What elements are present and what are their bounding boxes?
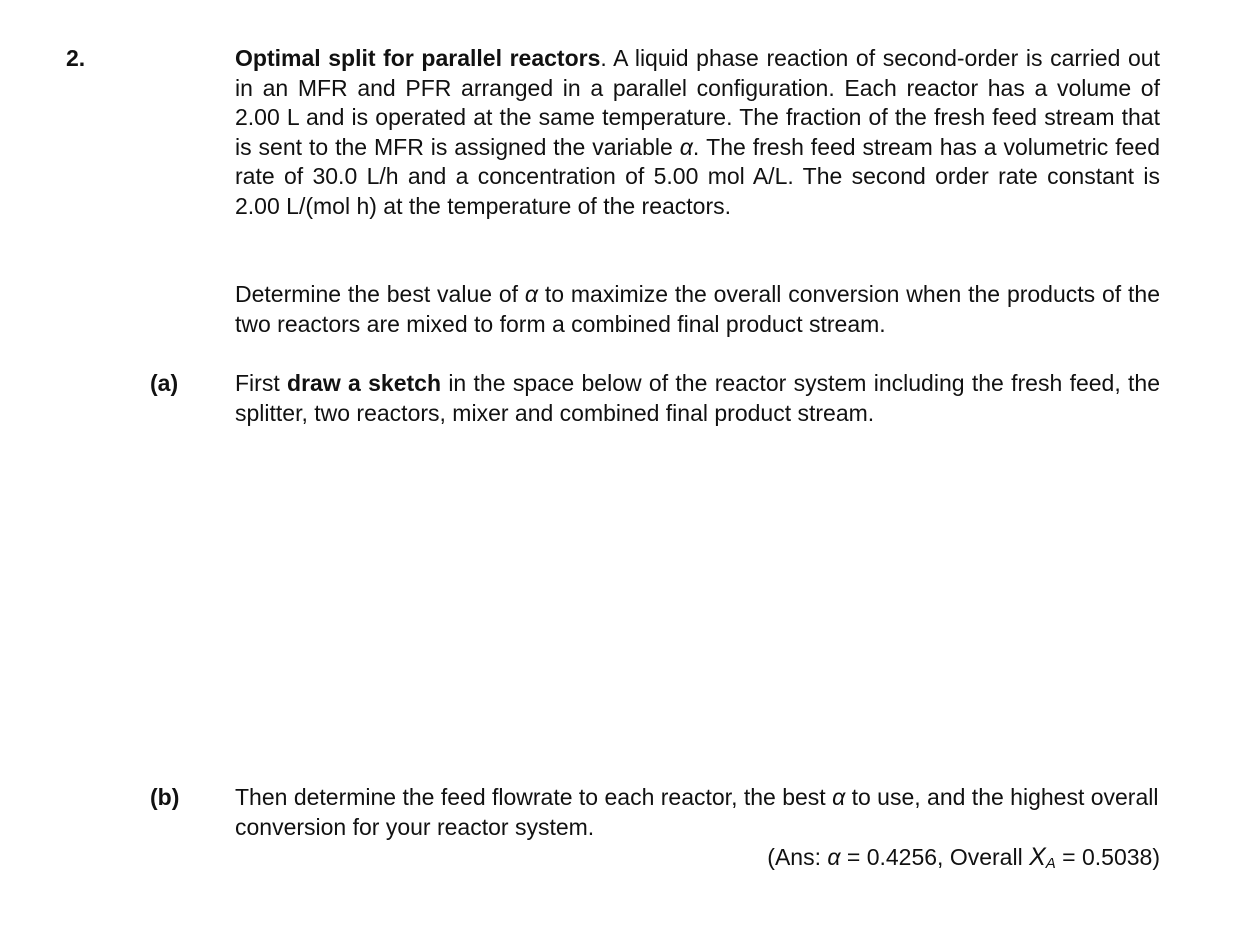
problem-intro-text-2: . The fresh feed stream has a volumetric feed rate of 30.0 L/h and a concentration of 5.00 mol A/L. The second order rate constant is 2.00 L/(mol h) at the temperature of the reactors. [235,133,1160,219]
task-text-2: to maximize the overall conversion when the products of the two reactors are mixed to form a combined final product stream. [235,281,1160,337]
part-a-bold-text: draw a sketch [287,370,442,396]
part-b-text [235,783,1160,842]
alpha-symbol: α [679,133,693,160]
alpha-symbol: α [832,784,846,810]
answer-prefix: (Ans: [767,844,828,870]
task-text-1: Determine the best value of [235,281,525,307]
part-b-label: (b) [150,784,180,810]
alpha-symbol: α [524,281,539,307]
problem-title: Optimal split for parallel reactors [235,45,601,71]
part-a-text-1: First [235,370,288,396]
problem-title-period: . [600,45,607,71]
problem-task [235,280,1160,339]
part-b-text-2: to use, and the highest overall conversion for your reactor system. [235,784,1159,840]
part-a-label: (a) [150,370,179,396]
sketch-area[interactable] [235,440,1160,770]
part-a-text-2: in the space below of the reactor system including the fresh feed, the splitter, two reactors, mixer and combined final product stream. [235,370,1161,426]
xa-symbol: X [1029,843,1046,871]
question-number: 2. [66,45,86,71]
answer-xa-value: = 0.5038) [1055,844,1160,870]
xa-subscript: A [1045,855,1056,872]
answer-alpha-value: = 0.4256, Overall [840,844,1030,870]
alpha-symbol: α [827,844,841,870]
problem-statement [235,44,1160,221]
part-b-text-1: Then determine the feed flowrate to each reactor, the best [235,784,833,810]
problem-intro-text: A liquid phase reaction of second-order is carried out in an MFR and PFR arranged in a parallel configuration. Each reactor has a volume of 2.00 L and is operated at the same temperature. The fraction of the fresh feed stream that is sent to the MFR is assigned the variable [235,45,1160,160]
answer-line [767,843,1160,876]
part-a-text [235,369,1160,428]
